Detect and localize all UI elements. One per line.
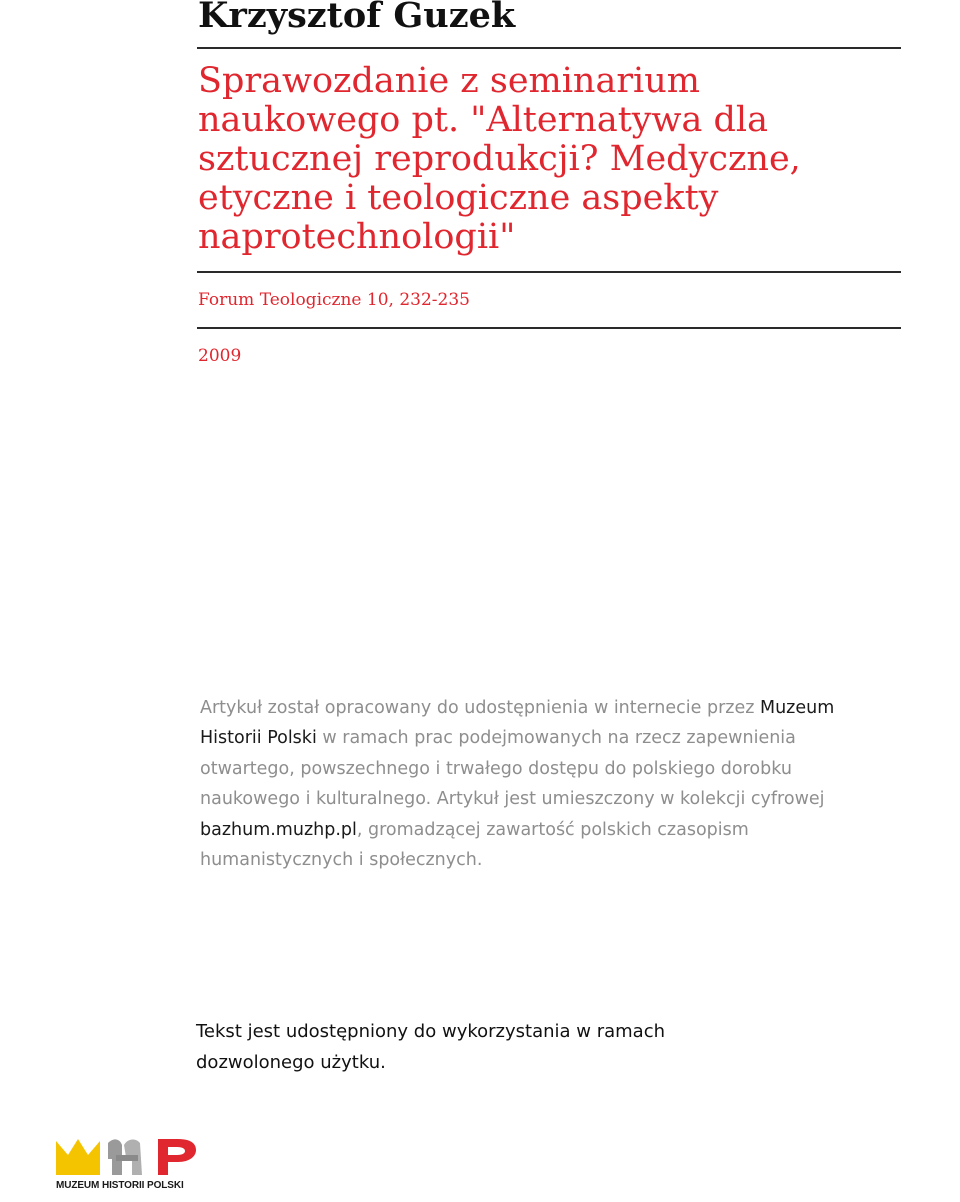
article-title: Sprawozdanie z seminarium naukowego pt. "Alternatywa dla sztucznej reprodukcji? Medyczne, etyczne i teologiczne aspekty naprotechnologii" — [198, 61, 801, 257]
source-divider — [197, 327, 901, 329]
article-year: 2009 — [198, 346, 242, 366]
logo-mark-icon — [54, 1135, 200, 1181]
article-source: Forum Teologiczne 10, 232-235 — [198, 290, 470, 310]
collection-link[interactable]: bazhum.muzhp.pl — [200, 819, 357, 840]
institution-name: Muzeum Historii Polski — [200, 698, 835, 749]
notice-text-start: Artykuł został opracowany do udostępnienia w internecie przez — [200, 698, 755, 718]
license-notice: Tekst jest udostępniony do wykorzystania w ramach dozwolonego użytku. — [196, 1021, 666, 1073]
availability-notice — [200, 693, 890, 875]
logo-caption: MUZEUM HISTORII POLSKI — [56, 1180, 184, 1191]
notice-text-middle: w ramach prac podejmowanych na rzecz zapewnienia otwartego, powszechnego i trwałego dostępu do polskiego dorobku naukowego i kulturalnego. Artykuł jest umieszczony w kolekcji cyfrowej — [200, 728, 825, 810]
title-divider — [197, 271, 901, 273]
notice-text-end: , gromadzącej zawartość polskich czasopism humanistycznych i społecznych. — [200, 819, 749, 871]
header-divider — [197, 47, 901, 49]
author-name: Krzysztof Guzek — [198, 0, 516, 36]
muzeum-historii-polski-logo — [54, 1135, 200, 1193]
